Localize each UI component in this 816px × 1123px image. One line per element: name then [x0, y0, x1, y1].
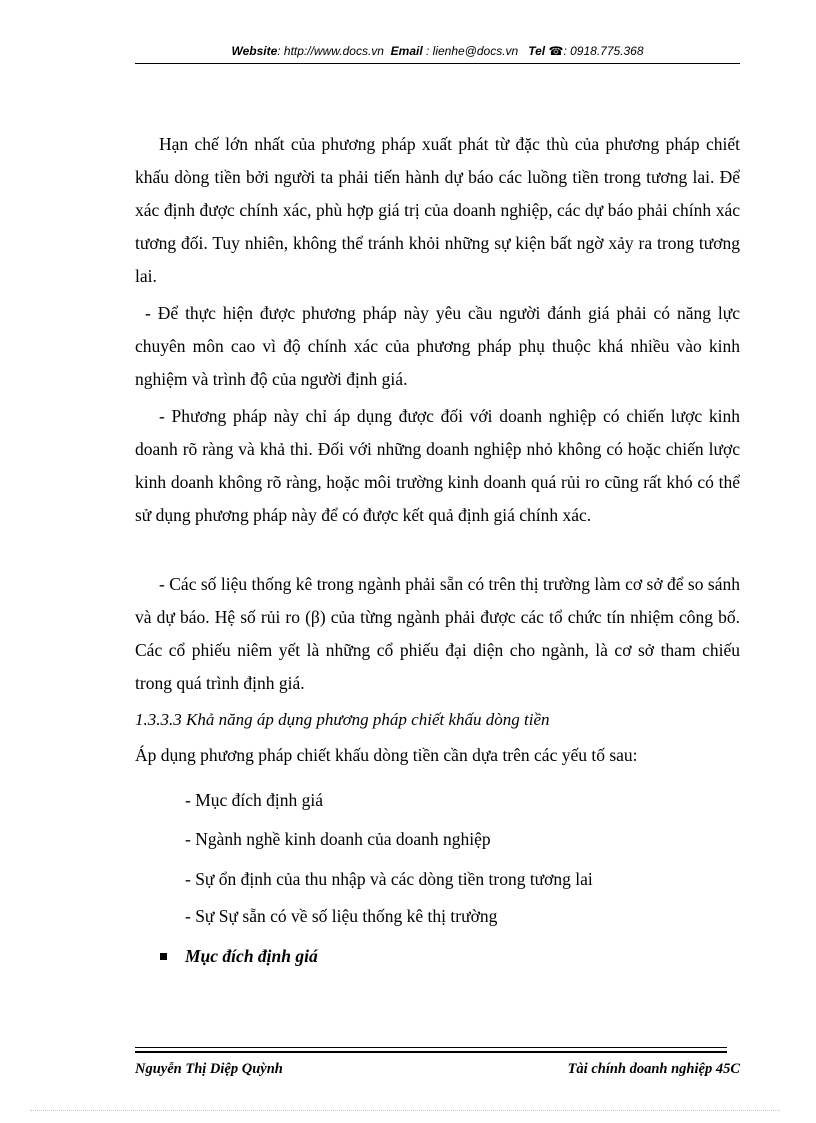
website-label: Website [231, 44, 278, 58]
tel-value: : 0918.775.368 [563, 44, 644, 58]
tel-label: Tel [528, 44, 546, 58]
intro-text: Áp dụng phương pháp chiết khấu dòng tiền cần dựa trên các yếu tố sau: [135, 745, 638, 765]
paragraph-statistics: - Các số liệu thống kê trong ngành phải sẵn có trên thị trường làm cơ sở để so sánh và dự báo. Hệ số rủi ro (β) của từng ngành phải được các tổ chức tín nhiệm công bố. Các cổ phiếu niêm yết là những cổ phiếu đại diện cho ngành, là cơ sở tham chiếu trong quá trình định giá. [135, 574, 740, 693]
section-subheading: 1.3.3.3 Khả năng áp dụng phương pháp chiết khấu dòng tiền [135, 710, 550, 729]
telephone-icon: ☎ [548, 44, 564, 58]
list-item: - Ngành nghề kinh doanh của doanh nghiệp [185, 829, 491, 849]
footer-class: Tài chính doanh nghiệp 45C [567, 1061, 740, 1077]
footer-divider [135, 1047, 727, 1048]
header-divider [135, 63, 740, 64]
page-bottom-dotted-line [30, 1110, 780, 1111]
email-value: : lienhe@docs.vn [422, 44, 519, 58]
paragraph-expertise: - Để thực hiện được phương pháp này yêu cầu người đánh giá phải có năng lực chuyên môn cao vì độ chính xác của phương pháp phụ thuộc khá nhiều vào kinh nghiệm và trình độ của người định giá. [135, 303, 740, 389]
paragraph-strategy: - Phương pháp này chỉ áp dụng được đối với doanh nghiệp có chiến lược kinh doanh rõ ràng và khả thi. Đối với những doanh nghiệp nhỏ không có hoặc chiến lược kinh doanh không rõ ràng, hoặc môi trường kinh doanh quá rủi ro cũng rất khó có thể sử dụng phương pháp này để có được kết quả định giá chính xác. [135, 406, 740, 525]
list-item: - Sự Sự sẵn có về số liệu thống kê thị trường [185, 906, 498, 926]
list-item: - Mục đích định giá [185, 790, 324, 810]
list-item: - Sự ổn định của thu nhập và các dòng tiền trong tương lai [185, 869, 593, 889]
footer-author: Nguyễn Thị Diệp Quỳnh [135, 1061, 283, 1077]
bullet-heading: Mục đích định giá [185, 946, 318, 966]
website-value: : http://www.docs.vn [277, 44, 384, 58]
email-label: Email [390, 44, 423, 58]
footer-divider-thick [135, 1051, 727, 1053]
square-bullet-icon [160, 953, 167, 960]
paragraph-limitation: Hạn chế lớn nhất của phương pháp xuất phát từ đặc thù của phương pháp chiết khấu dòng tiền bởi người ta phải tiến hành dự báo các luồng tiền trong tương lai. Để xác định được chính xác, phù hợp giá trị của doanh nghiệp, các dự báo phải chính xác tương đối. Tuy nhiên, không thể tránh khỏi những sự kiện bất ngờ xảy ra trong tương lai. [135, 134, 740, 286]
page-header [135, 44, 740, 58]
